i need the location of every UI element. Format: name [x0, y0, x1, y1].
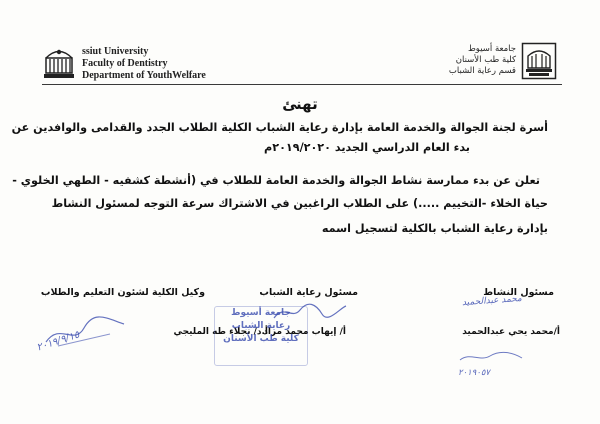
- header-university-ar: جامعة أسيوط: [467, 44, 516, 54]
- header-divider: [42, 84, 562, 85]
- header-faculty-ar: كلية طب الأسنان: [455, 55, 516, 65]
- university-logo-right-icon: [521, 42, 557, 80]
- letter-line-2: بدء العام الدراسي الجديد ٢٠١٩/٢٠٢٠م: [264, 141, 470, 154]
- university-logo-left-icon: [42, 44, 76, 80]
- letter-line-5: بإدارة رعاية الشباب بالكلية لتسجيل اسمه: [321, 222, 548, 235]
- stamp-line-3: كلية طب الأسنان: [223, 334, 299, 344]
- vice-dean-name: أ.د/ نجلاء طه المليجي: [173, 327, 268, 337]
- letter-line-3: تعلن عن بدء ممارسة نشاط الجوالة والخدمة العامة للطلاب في (أنشطة كشفيه - الطهي الخلوي -: [12, 174, 540, 187]
- handwritten-number: ٢٠١٩٠٥٧: [458, 368, 490, 378]
- activity-officer-name: أ/محمد يحي عبدالحميد: [462, 327, 560, 337]
- header-english: [82, 46, 206, 82]
- activity-officer-signature-icon: [456, 350, 526, 364]
- header-arabic: [449, 44, 516, 77]
- letter-title: تهنئ: [282, 95, 318, 113]
- youth-officer-title: مسئول رعاية الشباب: [259, 287, 358, 298]
- letter-line-1: أسرة لجنة الجوالة والخدمة العامة بإدارة رعاية الشباب الكلية الطلاب الجدد والقدامى والوافدين عن: [11, 121, 548, 134]
- header-department-ar: قسم رعاية الشباب: [448, 66, 516, 76]
- letter-line-4: حياة الخلاء -التخييم .....) على الطلاب الراغبين في الاشتراك سرعة التوجه لمسئول النشاط: [51, 197, 548, 210]
- youth-officer-name: أ/ إيهاب محمد مراد: [263, 327, 346, 337]
- vice-dean-title: وكيل الكلية لشئون التعليم والطلاب: [40, 287, 205, 298]
- vice-dean-signature-icon: [40, 312, 130, 352]
- header-department-en: Department of YouthWelfare: [82, 70, 206, 81]
- activity-officer-title: مسئول النشاط: [483, 287, 554, 298]
- header-faculty-en: Faculty of Dentistry: [82, 58, 168, 69]
- handwritten-signature: محمد عبدالحميد: [461, 293, 523, 309]
- stamp-line-1: جامعة أسيوط: [231, 308, 291, 318]
- stamp-line-2: رعاية الشباب: [231, 321, 291, 331]
- header-university-en: ssiut University: [82, 46, 149, 57]
- handwritten-date: ٢٠١٩/٩/١٥: [35, 329, 81, 354]
- youth-officer-signature-icon: [270, 300, 350, 324]
